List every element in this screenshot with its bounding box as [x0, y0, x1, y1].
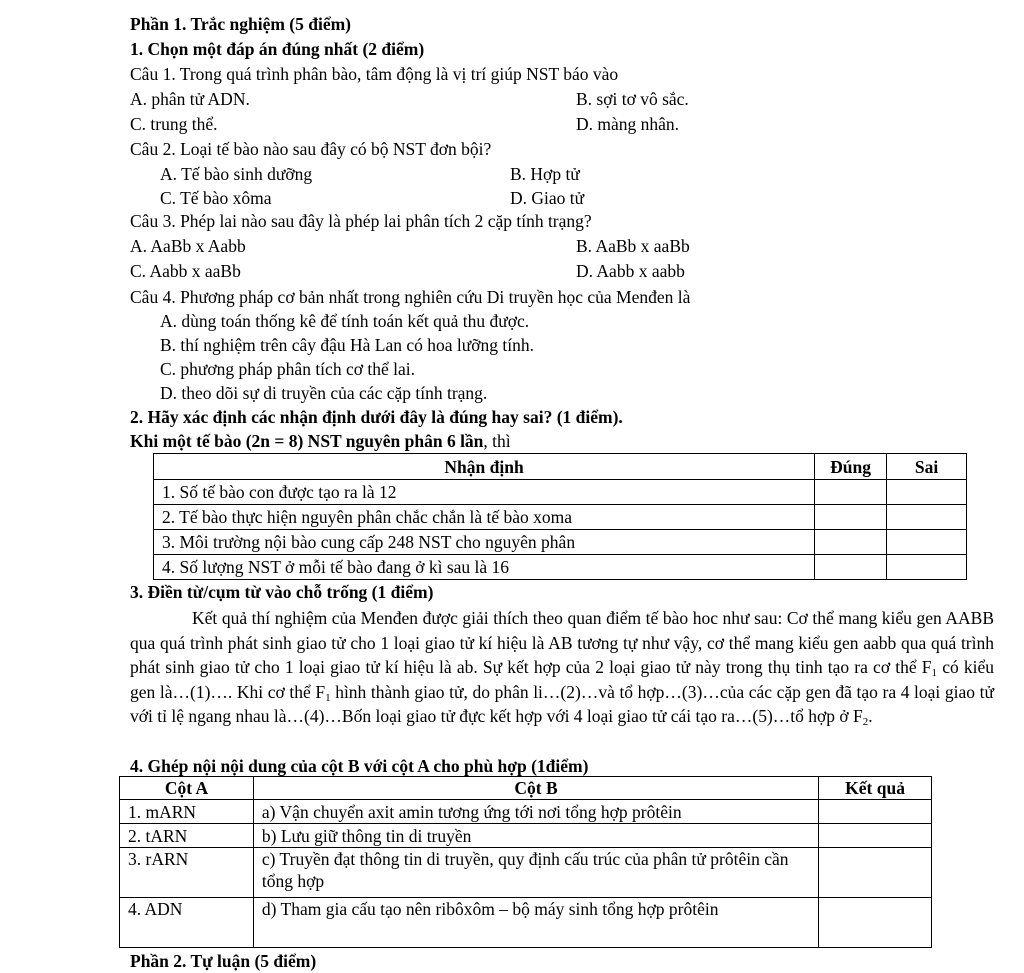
tf-statement-1: 1. Số tế bào con được tạo ra là 12 — [154, 480, 815, 505]
tf-false-cell-4[interactable] — [887, 555, 967, 580]
match-result-1[interactable] — [819, 800, 932, 824]
tf-false-cell-2[interactable] — [887, 505, 967, 530]
match-result-4[interactable] — [819, 898, 932, 948]
question-1-option-d: D. màng nhân. — [576, 114, 680, 134]
section3-sub-3: 2 — [862, 716, 869, 729]
section2-intro — [130, 429, 511, 453]
section2-intro-bold: Khi một tế bào (2n = 8) NST nguyên phân 6 lần — [130, 431, 484, 451]
question-3-option-a: A. AaBb x Aabb — [130, 236, 246, 256]
match-header-col-a: Cột A — [120, 777, 254, 800]
section3-title: 3. Điền từ/cụm từ vào chỗ trống (1 điểm) — [130, 582, 434, 602]
tf-header-statement: Nhận định — [154, 454, 815, 480]
section3-paragraph — [130, 606, 994, 729]
match-b-1: a) Vận chuyển axit amin tương ứng tới nơi tổng hợp prôtêin — [253, 800, 818, 824]
match-a-2: 2. tARN — [120, 824, 254, 848]
section1-title: 1. Chọn một đáp án đúng nhất (2 điểm) — [130, 39, 425, 59]
tf-true-cell-4[interactable] — [815, 555, 887, 580]
section2-intro-rest: , thì — [483, 431, 511, 451]
match-header-result: Kết quả — [819, 777, 932, 800]
section3-text-a: Kết quả thí nghiệm của Menđen được giải thích theo quan điểm tế bào hoc như sau: Cơ thể mang kiểu gen AABB qua quá trình phát sinh giao tử cho 1 loại giao tử kí hiệu là AB tương tự như vậy, cơ thể mang kiểu gen aabb qua quá trình phát sinh giao tử cho 1 loại giao tử kí hiệu là ab. Sự kết hợp của 2 loại giao tử này trong thụ tinh tạo ra cơ thể F — [130, 608, 994, 678]
match-result-3[interactable] — [819, 848, 932, 898]
match-b-4: d) Tham gia cấu tạo nên ribôxôm – bộ máy sinh tổng hợp prôtêin — [253, 898, 818, 948]
question-3-option-d: D. Aabb x aabb — [576, 261, 685, 281]
tf-statement-3: 3. Môi trường nội bào cung cấp 248 NST cho nguyên phân — [154, 530, 815, 555]
question-2-option-d: D. Giao tử — [510, 188, 585, 208]
section3-text-d: . — [868, 706, 873, 727]
question-4-option-a: A. dùng toán thống kê để tính toán kết quả thu được. — [160, 311, 530, 331]
matching-table — [119, 776, 932, 948]
question-1-option-c: C. trung thể. — [130, 114, 218, 134]
question-3-stem: Câu 3. Phép lai nào sau đây là phép lai phân tích 2 cặp tính trạng? — [130, 211, 592, 231]
question-4-option-d: D. theo dõi sự di truyền của các cặp tính trạng. — [160, 383, 488, 403]
section3-text-c: hình thành giao tử, do phân li…(2)…và tổ hợp…(3)…của các cặp gen đã tạo ra 4 loại giao tử với tỉ lệ ngang nhau là…(4)…Bốn loại giao tử đực kết hợp với 4 loại giao tử cái tạo ra…(5)…tổ hợp ở F — [130, 681, 994, 727]
tf-false-cell-3[interactable] — [887, 530, 967, 555]
match-b-2: b) Lưu giữ thông tin di truyền — [253, 824, 818, 848]
question-3-option-b: B. AaBb x aaBb — [576, 236, 690, 256]
section4-title: 4. Ghép nội nội dung của cột B với cột A cho phù hợp (1điểm) — [130, 756, 589, 776]
question-4-option-b: B. thí nghiệm trên cây đậu Hà Lan có hoa lưỡng tính. — [160, 335, 534, 355]
question-4-stem: Câu 4. Phương pháp cơ bản nhất trong nghiên cứu Di truyền học của Menđen là — [130, 287, 691, 307]
match-b-3: c) Truyền đạt thông tin di truyền, quy định cấu trúc của phân tử prôtêin cần tổng hợp — [253, 848, 818, 898]
match-result-2[interactable] — [819, 824, 932, 848]
part1-title: Phần 1. Trắc nghiệm (5 điểm) — [130, 14, 352, 34]
part2-title-partial: Phần 2. Tự luận (5 điểm) — [130, 951, 317, 971]
question-1-stem: Câu 1. Trong quá trình phân bào, tâm động là vị trí giúp NST báo vào — [130, 64, 619, 84]
tf-true-cell-3[interactable] — [815, 530, 887, 555]
question-2-option-c: C. Tế bào xôma — [160, 188, 272, 208]
question-2-option-b: B. Hợp tử — [510, 164, 580, 184]
question-4-option-c: C. phương pháp phân tích cơ thể lai. — [160, 359, 415, 379]
question-3-option-c: C. Aabb x aaBb — [130, 261, 241, 281]
section3-sub-2: 1 — [325, 691, 331, 704]
tf-true-cell-1[interactable] — [815, 480, 887, 505]
tf-header-false: Sai — [887, 454, 967, 480]
match-a-1: 1. mARN — [120, 800, 254, 824]
question-1-option-b: B. sợi tơ vô sắc. — [576, 89, 689, 109]
question-2-stem: Câu 2. Loại tế bào nào sau đây có bộ NST đơn bội? — [130, 139, 492, 159]
tf-header-true: Đúng — [815, 454, 887, 480]
tf-true-cell-2[interactable] — [815, 505, 887, 530]
section3-sub-1: 1 — [931, 667, 938, 680]
match-header-col-b: Cột B — [253, 777, 818, 800]
tf-statement-4: 4. Số lượng NST ở mỗi tế bào đang ở kì sau là 16 — [154, 555, 815, 580]
question-1-option-a: A. phân tử ADN. — [130, 89, 250, 109]
true-false-table — [153, 453, 967, 580]
section2-title: 2. Hãy xác định các nhận định dưới đây là đúng hay sai? (1 điểm). — [130, 407, 623, 427]
question-2-option-a: A. Tế bào sinh dưỡng — [160, 164, 313, 184]
tf-false-cell-1[interactable] — [887, 480, 967, 505]
section3-text-b: có kiểu gen là…(1)…. Khi cơ thể F — [130, 657, 995, 702]
tf-statement-2: 2. Tế bào thực hiện nguyên phân chắc chắn là tế bào xoma — [154, 505, 815, 530]
match-a-4: 4. ADN — [120, 898, 254, 948]
match-a-3: 3. rARN — [120, 848, 254, 898]
